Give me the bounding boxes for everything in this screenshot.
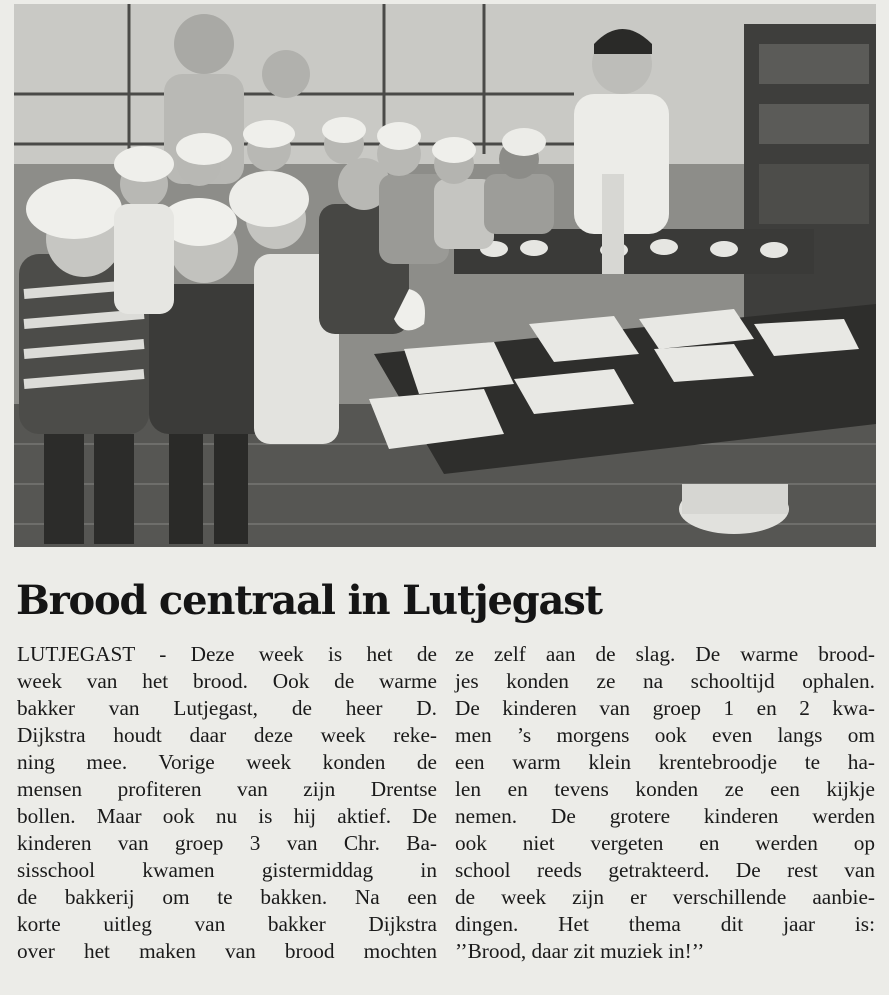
body-line: over het maken van brood mochten <box>17 939 437 963</box>
body-line: korte uitleg van bakker Dijkstra <box>17 912 437 936</box>
body-line: De kinderen van groep 1 en 2 kwa- <box>455 696 875 720</box>
body-line: sisschool kwamen gistermiddag in <box>17 858 437 882</box>
body-line: school reeds getrakteerd. De rest van <box>455 858 875 882</box>
body-line: LUTJEGAST - Deze week is het de <box>17 642 437 666</box>
body-line: ning mee. Vorige week konden de <box>17 750 437 774</box>
body-line: bakker van Lutjegast, de heer D. <box>17 696 437 720</box>
body-line: len en tevens konden ze een kijkje <box>455 777 875 801</box>
body-line: bollen. Maar ook nu is hij aktief. De <box>17 804 437 828</box>
body-line: een warm klein krentebroodje te ha- <box>455 750 875 774</box>
body-line: ze zelf aan de slag. De warme brood- <box>455 642 875 666</box>
body-line: de bakkerij om te bakken. Na een <box>17 885 437 909</box>
body-line: de week zijn er verschillende aanbie- <box>455 885 875 909</box>
body-line: nemen. De grotere kinderen werden <box>455 804 875 828</box>
body-line: kinderen van groep 3 van Chr. Ba- <box>17 831 437 855</box>
news-photo <box>14 4 876 547</box>
headline: Brood centraal in Lutjegast <box>16 577 602 624</box>
body-line: mensen profiteren van zijn Drentse <box>17 777 437 801</box>
body-line: dingen. Het thema dit jaar is: <box>455 912 875 936</box>
body-line: ook niet vergeten en werden op <box>455 831 875 855</box>
body-line: Dijkstra houdt daar deze week reke- <box>17 723 437 747</box>
body-line: men ’s morgens ook even langs om <box>455 723 875 747</box>
body-line: jes konden ze na schooltijd ophalen. <box>455 669 875 693</box>
article-column-left <box>17 641 437 965</box>
body-line: ’’Brood, daar zit muziek in!’’ <box>455 939 705 963</box>
article-column-right <box>455 641 875 965</box>
body-line: week van het brood. Ook de warme <box>17 669 437 693</box>
